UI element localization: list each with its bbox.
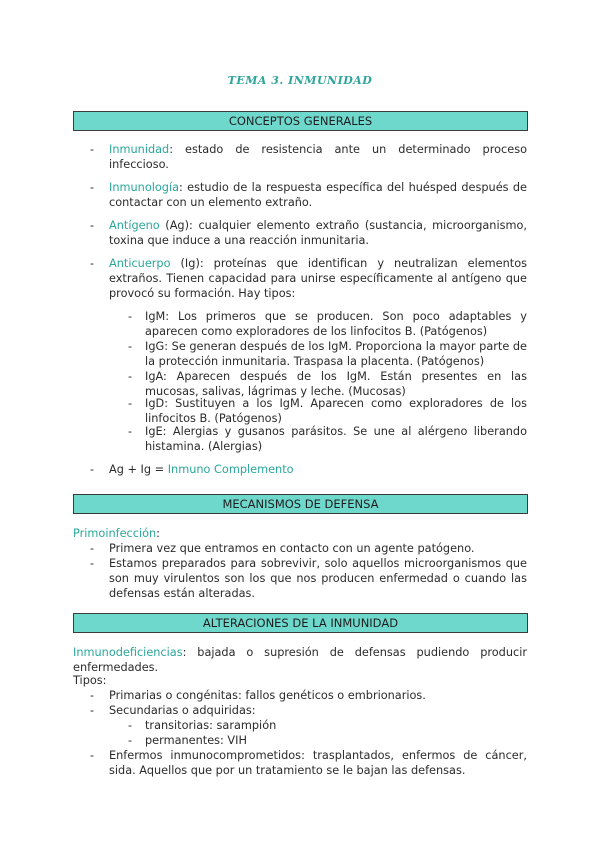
def-inmunidad: : estado de resistencia ante un determinado proceso infeccioso. [109, 143, 527, 171]
term-anticuerpo: Anticuerpo [109, 257, 171, 270]
tipo-secundarias: Secundarias o adquiridas: [109, 704, 256, 717]
bullet-dash: - [90, 181, 95, 194]
bullet-dash: - [90, 557, 95, 570]
colon: : [156, 527, 160, 540]
bullet-dash: - [90, 219, 95, 232]
primoinfeccion-heading [73, 526, 160, 541]
tipo-enfermos: Enfermos inmunocomprometidos: trasplantados, enfermos de cáncer, sida. Aquellos que por un tratamiento se le bajan las defensas. [109, 749, 527, 777]
complemento-formula: Ag + Ig = [109, 463, 168, 476]
tipos-label: Tipos: [73, 674, 107, 687]
bullet-dash: - [90, 704, 95, 717]
sub-bullet-dash: - [128, 340, 133, 353]
item-anticuerpo [109, 256, 527, 301]
tipo-primarias: Primarias o congénitas: fallos genéticos o embrionarios. [109, 689, 426, 702]
bullet-dash: - [90, 689, 95, 702]
item-complemento [109, 462, 527, 477]
def-anticuerpo: (Ig): proteínas que identifican y neutralizan elementos extraños. Tienen capacidad para unirse específicamente al antígeno que provocó su formación. Hay tipos: [109, 257, 527, 300]
mecanismo-item: Primera vez que entramos en contacto con un agente patógeno. [109, 542, 475, 555]
term-primoinfeccion: Primoinfección [73, 527, 157, 540]
secundaria-permanentes: permanentes: VIH [145, 734, 247, 747]
term-inmunodeficiencias: Inmunodeficiencias [73, 646, 183, 659]
sub-bullet-dash: - [128, 397, 133, 410]
page-title: TEMA 3. INMUNIDAD [227, 74, 373, 87]
bullet-dash: - [90, 749, 95, 762]
bullet-dash: - [90, 143, 95, 156]
term-complemento: Inmuno Complemento [167, 463, 294, 476]
item-inmunodeficiencias [73, 645, 527, 675]
ig-type-iga: IgA: Aparecen después de los IgM. Están presentes en las mucosas, salivas, lágrimas y leche. (Mucosas) [145, 370, 527, 398]
ig-type-igg: IgG: Se generan después de los IgM. Proporciona la mayor parte de la protección inmunitaria. Traspasa la placenta. (Patógenos) [145, 340, 527, 368]
term-inmunologia: Inmunología [109, 181, 180, 194]
item-inmunologia [109, 180, 527, 210]
sub-bullet-dash: - [128, 370, 133, 383]
secundaria-transitorias: transitorias: sarampión [145, 719, 277, 732]
ig-type-ige: IgE: Alergias y gusanos parásitos. Se une al alérgeno liberando histamina. (Alergias) [145, 425, 527, 453]
term-inmunidad: Inmunidad [109, 143, 170, 156]
section-header-conceptos: CONCEPTOS GENERALES [73, 111, 528, 131]
def-inmunologia: : estudio de la respuesta específica del huésped después de contactar con un elemento extraño. [109, 181, 527, 209]
sub-bullet-dash: - [128, 719, 133, 732]
ig-type-igm: IgM: Los primeros que se producen. Son poco adaptables y aparecen como exploradores de los linfocitos B. (Patógenos) [145, 310, 527, 338]
mecanismo-item: Estamos preparados para sobrevivir, solo aquellos microorganismos que son muy virulentos son los que nos producen enfermedad o cuando las defensas están alteradas. [109, 557, 527, 600]
def-inmunodeficiencias: : bajada o supresión de defensas pudiendo producir enfermedades. [73, 646, 527, 674]
bullet-dash: - [90, 463, 95, 476]
section-header-alteraciones: ALTERACIONES DE LA INMUNIDAD [73, 613, 528, 633]
term-antigeno: Antígeno [109, 219, 160, 232]
ig-type-igd: IgD: Sustituyen a los IgM. Aparecen como exploradores de los linfocitos B. (Patógenos) [145, 397, 527, 425]
sub-bullet-dash: - [128, 734, 133, 747]
item-antigeno [109, 218, 527, 248]
bullet-dash: - [90, 542, 95, 555]
def-antigeno: (Ag): cualquier elemento extraño (sustancia, microorganismo, toxina que induce a una reacción inmunitaria. [109, 219, 527, 247]
sub-bullet-dash: - [128, 310, 133, 323]
bullet-dash: - [90, 257, 95, 270]
item-inmunidad [109, 142, 527, 172]
section-header-mecanismos: MECANISMOS DE DEFENSA [73, 494, 528, 514]
sub-bullet-dash: - [128, 425, 133, 438]
